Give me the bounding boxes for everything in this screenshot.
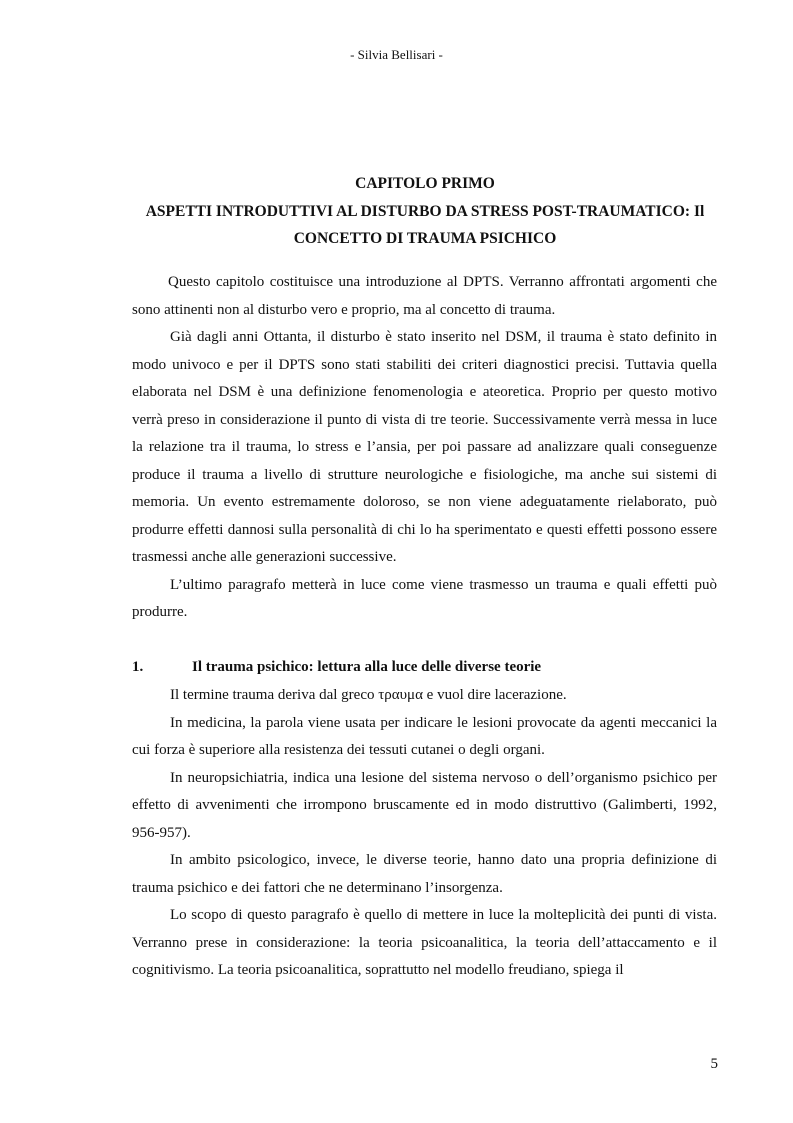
chapter-label: CAPITOLO PRIMO [355,175,495,192]
paragraph: Lo scopo di questo paragrafo è quello di mettere in luce la molteplicità dei punti di vista. Verranno prese in considerazione: la teoria psicoanalitica, la teoria dell’attaccamento e il cognitivismo. La teoria psicoanalitica, soprattutto nel modello freudiano, spiega il [132,907,717,978]
section-number: 1. [132,659,144,675]
section-text [132,682,717,985]
paragraph: In ambito psicologico, invece, le diverse teorie, hanno dato una propria definizione di trauma psichico e dei fattori che ne determinano l’insorgenza. [132,852,717,896]
chapter-heading [120,170,730,253]
paragraph: In medicina, la parola viene usata per indicare le lesioni provocate da agenti meccanici la cui forza è superiore alla resistenza dei tessuti cutanei o degli organi. [132,714,717,758]
chapter-title-line-1: ASPETTI INTRODUTTIVI AL DISTURBO DA STRESS POST-TRAUMATICO: Il [145,202,705,220]
intro-text [132,269,717,627]
section-title: Il trauma psichico: lettura alla luce delle diverse teorie [192,659,542,675]
paragraph: Il termine trauma deriva dal greco τραυμα e vuol dire lacerazione. [170,687,567,703]
paragraph: Questo capitolo costituisce una introduzione al DPTS. Verranno affrontati argomenti che sono attinenti non al disturbo vero e proprio, ma al concetto di trauma. [132,274,717,318]
paragraph: Già dagli anni Ottanta, il disturbo è stato inserito nel DSM, il trauma è stato definito in modo univoco e per il DPTS sono stati stabiliti dei criteri diagnostici precisi. Tuttavia quella elaborata nel DSM è una definizione fenomenologia e ateoretica. Proprio per questo motivo verrà preso in considerazione il punto di vista di tre teorie. Successivamente verrà messa in luce la relazione tra il trauma, lo stress e l’ansia, per poi passare ad analizzare quali conseguenze produce il trauma a livello di strutture neurologiche e fisiologiche, ma anche sui sistemi di memoria. Un evento estremamente doloroso, se non viene adeguatamente rielaborato, può produrre effetti dannosi sulla personalità di chi lo ha sperimentato e questi effetti possono essere trasmessi anche alle generazioni successive. [132,329,717,565]
paragraph: In neuropsichiatria, indica una lesione del sistema nervoso o dell’organismo psichico per effetto di avvenimenti che irrompono bruscamente ed in modo distruttivo (Galimberti, 1992, 956-957). [132,769,717,841]
section-heading [132,654,717,682]
page-number: 5 [710,1056,718,1072]
paragraph: L’ultimo paragrafo metterà in luce come viene trasmesso un trauma e quali effetti può produrre. [132,576,717,620]
running-head: - Silvia Bellisari - [350,47,443,62]
chapter-title-line-2: CONCETTO DI TRAUMA PSICHICO [293,230,557,247]
